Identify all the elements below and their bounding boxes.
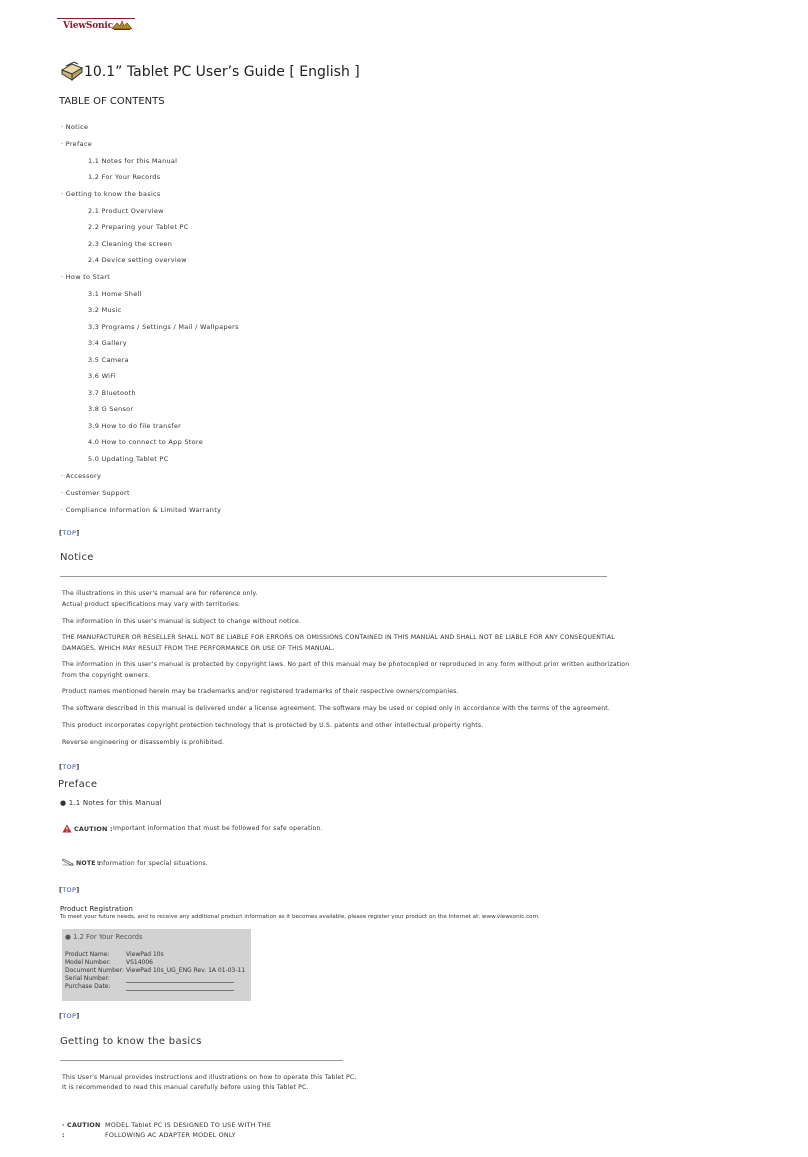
toc-link-preparing[interactable]: 2.2 Preparing your Tablet PC — [88, 223, 189, 231]
bird-logo-icon — [111, 20, 133, 31]
top-link-label[interactable]: TOP — [62, 1012, 77, 1020]
basics-heading: Getting to know the basics — [60, 1036, 202, 1047]
toc-link-bluetooth[interactable]: 3.7 Bluetooth — [88, 389, 136, 397]
toc-link-basics[interactable]: · Getting to know the basics — [61, 190, 161, 198]
toc-link-compliance[interactable]: · Compliance Information & Limited Warranty — [61, 506, 222, 514]
notice-paragraph: The information in this user's manual is subject to change without notice. — [62, 618, 302, 625]
toc-link-file-transfer[interactable]: 3.9 How to do file transfer — [88, 422, 182, 430]
notice-divider — [60, 576, 607, 577]
serial-number-line — [126, 982, 234, 983]
toc-link-accessory[interactable]: · Accessory — [61, 472, 102, 480]
warning-icon — [62, 824, 72, 833]
toc-link-records[interactable]: 1.2 For Your Records — [88, 173, 161, 181]
toc-link-notice[interactable]: · Notice — [61, 123, 89, 131]
serial-number-label: Serial Number: — [65, 975, 110, 982]
basics-caution-text: FOLLOWING AC ADAPTER MODEL ONLY — [105, 1131, 236, 1139]
toc-title: TABLE OF CONTENTS — [59, 96, 165, 107]
basics-divider — [60, 1060, 343, 1061]
brand-name: ViewSonic — [63, 21, 113, 31]
notice-paragraph: Actual product specifications may vary with territories. — [62, 601, 241, 608]
product-name-value: ViewPad 10s — [126, 951, 164, 958]
notice-heading: Notice — [60, 552, 94, 563]
notice-paragraph: Reverse engineering or disassembly is prohibited. — [62, 739, 225, 746]
caution-text: Important information that must be followed for safe operation. — [113, 825, 323, 832]
top-link-label[interactable]: TOP — [62, 529, 77, 537]
notice-paragraph: This product incorporates copyright protection technology that is protected by U.S. patents and other intellectual property rights. — [62, 722, 484, 729]
top-link[interactable]: [TOP] — [59, 1012, 80, 1020]
product-name-label: Product Name: — [65, 951, 110, 958]
notice-paragraph: The software described in this manual is delivered under a license agreement. The software may be used or copied only in accordance with the terms of the agreement. — [62, 705, 610, 712]
notice-paragraph: DAMAGES, WHICH MAY RESULT FROM THE PERFORMANCE OR USE OF THIS MANUAL. — [62, 645, 335, 652]
basics-intro: This User's Manual provides instructions and illustrations on how to operate this Tablet PC. — [62, 1074, 357, 1081]
purchase-date-line — [126, 990, 234, 991]
pencil-note-icon — [62, 857, 75, 866]
notice-paragraph: The illustrations in this user's manual are for reference only. — [62, 590, 258, 597]
toc-link-product-overview[interactable]: 2.1 Product Overview — [88, 207, 164, 215]
viewsonic-logo — [57, 18, 135, 31]
toc-link-wifi[interactable]: 3.6 WiFi — [88, 372, 116, 380]
toc-link-g-sensor[interactable]: 3.8 G Sensor — [88, 405, 134, 413]
basics-caution-text: MODEL Tablet PC IS DESIGNED TO USE WITH THE — [105, 1121, 272, 1129]
model-number-value: VS14006 — [126, 959, 153, 966]
toc-link-music[interactable]: 3.2 Music — [88, 306, 122, 314]
model-number-label: Model Number: — [65, 959, 111, 966]
document-number-label: Document Number: — [65, 967, 125, 974]
basics-intro: It is recommended to read this manual carefully before using this Tablet PC. — [62, 1084, 309, 1091]
top-link[interactable]: [TOP] — [59, 886, 80, 894]
registration-title: Product Registration — [60, 905, 133, 913]
notice-paragraph: from the copyright owners. — [62, 672, 150, 679]
book-icon — [60, 60, 84, 82]
top-link-label[interactable]: TOP — [62, 886, 77, 894]
toc-link-device-setting[interactable]: 2.4 Device setting overview — [88, 256, 187, 264]
toc-link-customer-support[interactable]: · Customer Support — [61, 489, 130, 497]
top-link-label[interactable]: TOP — [62, 763, 77, 771]
basics-caution-label: · CAUTION — [62, 1121, 101, 1129]
note-label: NOTE : — [76, 860, 101, 867]
toc-link-app-store[interactable]: 4.0 How to connect to App Store — [88, 438, 204, 446]
toc-link-gallery[interactable]: 3.4 Gallery — [88, 339, 127, 347]
note-text: Information for special situations. — [97, 860, 208, 867]
page-title: 10.1” Tablet PC User’s Guide [ English ] — [84, 64, 360, 80]
toc-link-cleaning[interactable]: 2.3 Cleaning the screen — [88, 240, 173, 248]
notice-paragraph: The information in this user's manual is protected by copyright laws. No part of this manual may be photocopied or reproduced in any form without prior written authorization — [62, 661, 630, 668]
top-link[interactable]: [TOP] — [59, 529, 80, 537]
toc-link-programs[interactable]: 3.3 Programs / Settings / Mail / Wallpapers — [88, 323, 239, 331]
records-box — [62, 929, 251, 1001]
top-link[interactable]: [TOP] — [59, 763, 80, 771]
toc-link-preface[interactable]: · Preface — [61, 140, 93, 148]
records-title: ● 1.2 For Your Records — [65, 933, 143, 941]
notes-manual-title: ● 1.1 Notes for this Manual — [60, 799, 162, 807]
registration-text: To meet your future needs, and to receive any additional product information as it becomes available, please register your product on the Internet at: www.viewsonic.com. — [60, 914, 540, 920]
toc-link-camera[interactable]: 3.5 Camera — [88, 356, 129, 364]
caution-label: CAUTION : — [74, 825, 113, 833]
toc-link-how-to-start[interactable]: · How to Start — [61, 273, 111, 281]
notice-paragraph: Product names mentioned herein may be trademarks and/or registered trademarks of their respective owners/companies. — [62, 688, 459, 695]
basics-caution-colon: : — [62, 1131, 65, 1139]
purchase-date-label: Purchase Date: — [65, 983, 111, 990]
preface-heading: Preface — [58, 779, 98, 790]
document-number-value: ViewPad 10s_UG_ENG Rev. 1A 01-03-11 — [126, 967, 246, 974]
toc-link-updating[interactable]: 5.0 Updating Tablet PC — [88, 455, 169, 463]
notice-paragraph: THE MANUFACTURER OR RESELLER SHALL NOT BE LIABLE FOR ERRORS OR OMISSIONS CONTAINED IN THIS MANUAL AND SHALL NOT BE LIABLE FOR ANY CONSEQUENTIAL — [62, 634, 615, 641]
toc-link-home-shell[interactable]: 3.1 Home Shell — [88, 290, 142, 298]
toc-link-notes[interactable]: 1.1 Notes for this Manual — [88, 157, 178, 165]
